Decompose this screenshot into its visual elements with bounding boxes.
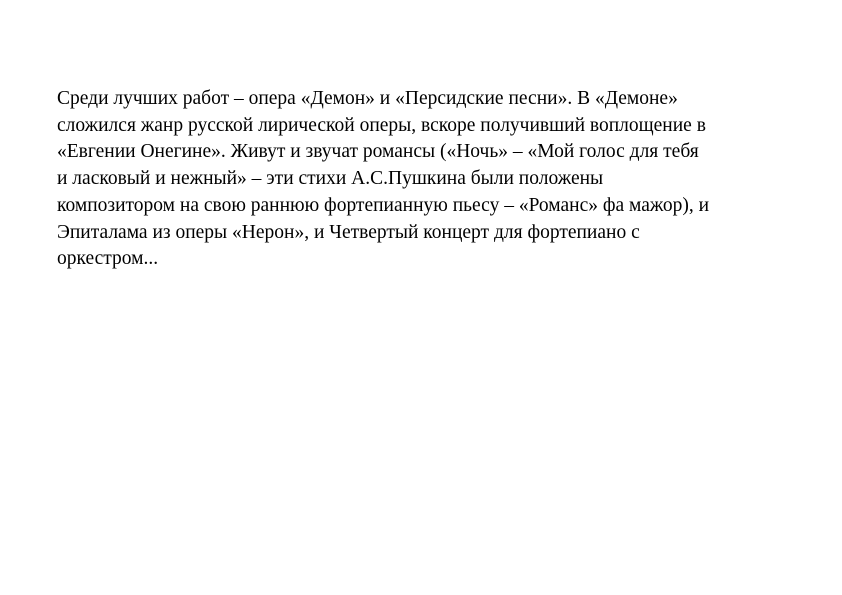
body-paragraph: Среди лучших работ – опера «Демон» и «Персидские песни». В «Демоне» сложился жанр русской лирической оперы, вскоре получивший воплощение в «Евгении Онегине». Живут и звучат романсы («Ночь» – «Мой голос для тебя и ласковый и нежный» – эти стихи А.С.Пушкина были положены композитором на свою раннюю фортепианную пьесу – «Романс» фа мажор), и Эпиталама из оперы «Нерон», и Четвертый концерт для фортепиано с оркестром... [57, 88, 710, 270]
